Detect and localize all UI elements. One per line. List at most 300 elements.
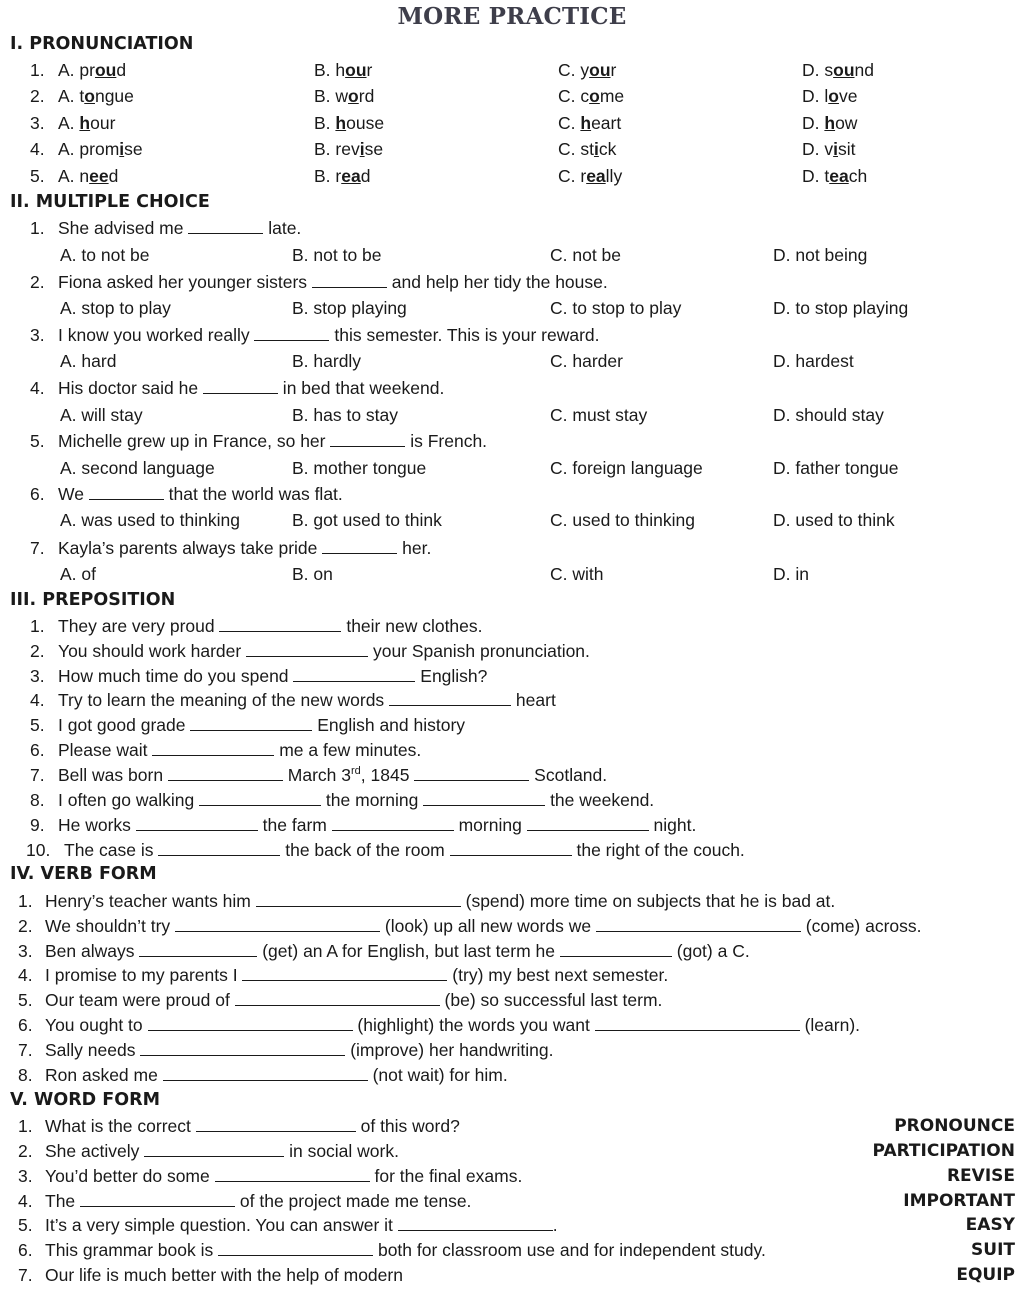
pronunciation-option[interactable] [558, 86, 624, 107]
underlined-sound: i [833, 139, 838, 159]
keyword: EASY [965, 1215, 1015, 1235]
stem-text: (not wait) for him. [367, 1065, 508, 1085]
underlined-sound: ea [829, 166, 849, 186]
answer-blank[interactable] [163, 1065, 368, 1081]
answer-blank[interactable] [80, 1191, 235, 1207]
mc-option[interactable]: B. has to stay [292, 405, 399, 425]
underlined-sound: ou [94, 60, 117, 80]
stem-text: in bed that weekend. [277, 378, 445, 398]
option-text: C. c [558, 86, 590, 106]
stem-text: (be) so successful last term. [439, 990, 663, 1010]
question-number: 4. [18, 1191, 33, 1211]
question-stem [45, 1265, 403, 1286]
stem-text: both for classroom use and for independent study. [373, 1240, 766, 1260]
stem-text: We [58, 484, 89, 504]
stem-text: the weekend. [545, 790, 655, 810]
question-number: 2. [18, 916, 33, 936]
ordinal-suffix: rd [351, 765, 361, 778]
question-stem [45, 1116, 460, 1137]
stem-text: This grammar book is [45, 1240, 219, 1260]
stem-text: me a few minutes. [274, 740, 422, 760]
stem-text: You should work harder [58, 641, 247, 661]
answer-blank[interactable] [312, 272, 387, 288]
pronunciation-option[interactable] [802, 166, 867, 187]
question-number: 6. [18, 1015, 33, 1035]
stem-text: March 3 [282, 765, 351, 785]
underlined-sound: o [828, 86, 839, 106]
question-stem [58, 740, 421, 761]
question-number: 10. [26, 840, 51, 860]
mc-option[interactable]: B. got used to think [292, 510, 442, 530]
question-number: 5. [30, 166, 45, 186]
option-text: r [366, 60, 373, 80]
mc-option[interactable]: D. father tongue [773, 458, 899, 478]
mc-option[interactable]: D. not being [773, 245, 868, 265]
mc-option[interactable]: C. must stay [550, 405, 648, 425]
stem-text: the farm [257, 815, 332, 835]
option-text: B. r [314, 166, 342, 186]
word-form-question [0, 1191, 1024, 1215]
underlined-sound: o [84, 86, 95, 106]
stem-text: the morning [321, 790, 424, 810]
stem-text: Michelle grew up in France, so her [58, 431, 331, 451]
keyword: PARTICIPATION [872, 1141, 1015, 1161]
answer-blank[interactable] [139, 941, 257, 957]
answer-blank[interactable] [330, 431, 405, 447]
answer-blank[interactable] [254, 325, 329, 341]
question-number: 6. [18, 1240, 33, 1260]
question-stem [58, 325, 600, 346]
question-number: 1. [30, 616, 45, 636]
underlined-sound: ou [833, 60, 855, 80]
pronunciation-option[interactable] [58, 139, 143, 160]
question-stem [58, 538, 431, 559]
stem-text: Ben always [45, 941, 140, 961]
stem-text: (got) a C. [671, 941, 750, 961]
answer-blank[interactable] [389, 690, 511, 706]
stem-text: . [552, 1215, 558, 1235]
stem-text: I often go walking [58, 790, 200, 810]
pronunciation-option[interactable] [558, 139, 616, 160]
answer-blank[interactable] [527, 815, 649, 831]
question-number: 1. [30, 218, 45, 238]
word-form-question [0, 1116, 1024, 1140]
option-text: our [90, 113, 116, 133]
option-text: rd [358, 86, 375, 106]
stem-text: I know you worked really [58, 325, 255, 345]
stem-text: of the project made me tense. [235, 1191, 472, 1211]
stem-text: (spend) more time on subjects that he is bad at. [460, 891, 836, 911]
answer-blank[interactable] [203, 378, 278, 394]
answer-blank[interactable] [148, 1015, 353, 1031]
question-stem [58, 272, 608, 293]
stem-text: Scotland. [529, 765, 608, 785]
option-text: me [599, 86, 625, 106]
underlined-sound: o [589, 86, 600, 106]
question-number: 1. [18, 891, 33, 911]
answer-blank[interactable] [199, 790, 321, 806]
stem-text: I promise to my parents I [45, 965, 243, 985]
stem-text: Try to learn the meaning of the new words [58, 690, 390, 710]
question-stem [58, 815, 696, 836]
question-number: 4. [30, 378, 45, 398]
answer-blank[interactable] [89, 484, 164, 500]
mc-option[interactable]: B. not to be [292, 245, 382, 265]
question-stem [45, 1141, 399, 1162]
question-number: 7. [30, 538, 45, 558]
section-heading-verb-form: IV. VERB FORM [10, 864, 157, 884]
option-text: D. v [802, 139, 834, 159]
stem-text: Henry’s teacher wants him [45, 891, 256, 911]
question-stem [45, 1040, 553, 1061]
mc-option[interactable]: A. was used to thinking [60, 510, 240, 530]
stem-text: is French. [405, 431, 488, 451]
option-text: C. r [558, 166, 587, 186]
underlined-sound: h [824, 113, 836, 133]
keyword: EQUIP [956, 1265, 1015, 1285]
stem-text: English and history [312, 715, 466, 735]
stem-text: your Spanish pronunciation. [368, 641, 590, 661]
stem-text: (highlight) the words you want [352, 1015, 595, 1035]
pronunciation-option[interactable] [558, 166, 622, 187]
mc-option[interactable]: A. will stay [60, 405, 143, 425]
option-text: D. [802, 113, 825, 133]
option-text: ve [838, 86, 858, 106]
question-stem [45, 891, 835, 912]
stem-text: of this word? [355, 1116, 460, 1136]
stem-text: The [45, 1191, 81, 1211]
answer-blank[interactable] [450, 840, 572, 856]
option-text: D. t [802, 166, 830, 186]
question-number: 1. [18, 1116, 33, 1136]
question-number: 8. [30, 790, 45, 810]
answer-blank[interactable] [144, 1141, 284, 1157]
stem-text: morning [453, 815, 527, 835]
option-text: ow [835, 113, 858, 133]
stem-text: We shouldn’t try [45, 916, 176, 936]
stem-text: (improve) her handwriting. [345, 1040, 554, 1060]
mc-option[interactable]: A. stop to play [60, 298, 171, 318]
pronunciation-option[interactable] [558, 60, 616, 81]
stem-text: (come) across. [800, 916, 922, 936]
mc-option[interactable]: D. used to think [773, 510, 895, 530]
answer-blank[interactable] [398, 1215, 553, 1231]
underlined-sound: h [79, 113, 91, 133]
mc-option[interactable]: C. used to thinking [550, 510, 695, 530]
question-stem [45, 1191, 471, 1212]
question-number: 3. [30, 666, 45, 686]
stem-text: You’d better do some [45, 1166, 215, 1186]
mc-option[interactable]: D. should stay [773, 405, 884, 425]
underlined-sound: i [119, 139, 125, 159]
option-text: A. n [58, 166, 90, 186]
stem-text: their new clothes. [341, 616, 483, 636]
stem-text: She actively [45, 1141, 145, 1161]
stem-text: They are very proud [58, 616, 220, 636]
answer-blank[interactable] [188, 218, 263, 234]
option-text: B. w [314, 86, 349, 106]
question-number: 3. [18, 1166, 33, 1186]
stem-text: Our team were proud of [45, 990, 235, 1010]
answer-blank[interactable] [196, 1116, 356, 1132]
option-text: C. [558, 113, 581, 133]
mc-option[interactable]: A. second language [60, 458, 215, 478]
stem-text: the back of the room [280, 840, 450, 860]
question-stem [64, 840, 745, 861]
keyword: SUIT [971, 1240, 1015, 1260]
keyword: REVISE [946, 1166, 1015, 1186]
stem-text: the right of the couch. [571, 840, 745, 860]
stem-text: (try) my best next semester. [447, 965, 669, 985]
underlined-sound: o [348, 86, 359, 106]
answer-blank[interactable] [246, 641, 368, 657]
mc-option[interactable]: D. in [773, 564, 809, 584]
section-heading-pronunciation: I. PRONUNCIATION [10, 34, 194, 54]
answer-blank[interactable] [152, 740, 274, 756]
question-number: 4. [30, 139, 45, 159]
answer-blank[interactable] [293, 666, 415, 682]
section-heading-word-form: V. WORD FORM [10, 1090, 161, 1110]
answer-blank[interactable] [158, 840, 280, 856]
mc-option[interactable]: C. harder [550, 351, 623, 371]
pronunciation-option[interactable] [802, 113, 857, 134]
pronunciation-option[interactable] [314, 60, 372, 81]
question-number: 7. [18, 1265, 33, 1285]
stem-text: How much time do you spend [58, 666, 294, 686]
question-number: 4. [18, 965, 33, 985]
answer-blank[interactable] [332, 815, 454, 831]
pronunciation-option[interactable] [802, 86, 857, 107]
answer-blank[interactable] [168, 765, 283, 781]
word-form-question [0, 1265, 1024, 1289]
question-number: 5. [30, 715, 45, 735]
stem-text: Sally needs [45, 1040, 141, 1060]
stem-text: Please wait [58, 740, 153, 760]
underlined-sound: ou [589, 60, 611, 80]
underlined-sound: ou [345, 60, 367, 80]
stem-text: Fiona asked her younger sisters [58, 272, 312, 292]
question-number: 2. [30, 272, 45, 292]
stem-text: What is the correct [45, 1116, 196, 1136]
option-text: C. st [558, 139, 594, 159]
question-number: 7. [30, 765, 45, 785]
question-stem [58, 765, 607, 786]
stem-text: night. [648, 815, 697, 835]
section-heading-multiple-choice: II. MULTIPLE CHOICE [10, 192, 210, 212]
pronunciation-option[interactable] [58, 60, 126, 81]
word-form-question [0, 1240, 1024, 1264]
answer-blank[interactable] [256, 891, 461, 907]
answer-blank[interactable] [322, 538, 397, 554]
answer-blank[interactable] [175, 916, 380, 932]
option-text: lly [605, 166, 623, 186]
mc-option[interactable]: A. hard [60, 351, 117, 371]
stem-text: and help her tidy the house. [386, 272, 608, 292]
pronunciation-option[interactable] [314, 86, 374, 107]
question-number: 3. [30, 113, 45, 133]
question-stem [45, 1015, 860, 1036]
question-stem [58, 715, 465, 736]
mc-option[interactable]: C. not be [550, 245, 622, 265]
option-text: se [124, 139, 143, 159]
question-number: 6. [30, 740, 45, 760]
question-stem [45, 1166, 522, 1187]
stem-text: You ought to [45, 1015, 148, 1035]
mc-option[interactable]: C. with [550, 564, 604, 584]
pronunciation-option[interactable] [314, 113, 384, 134]
mc-option[interactable]: C. foreign language [550, 458, 703, 478]
word-form-question [0, 1141, 1024, 1165]
pronunciation-option[interactable] [58, 86, 134, 107]
pronunciation-option[interactable] [58, 166, 118, 187]
section-heading-preposition: III. PREPOSITION [10, 590, 176, 610]
underlined-sound: ee [89, 166, 109, 186]
pronunciation-option[interactable] [58, 113, 115, 134]
question-stem [58, 616, 483, 637]
question-number: 7. [18, 1040, 33, 1060]
stem-text: for the final exams. [369, 1166, 523, 1186]
answer-blank[interactable] [560, 941, 672, 957]
underlined-sound: h [580, 113, 592, 133]
option-text: sit [838, 139, 856, 159]
underlined-sound: i [359, 139, 365, 159]
mc-option[interactable]: C. to stop to play [550, 298, 682, 318]
question-stem [58, 690, 556, 711]
answer-blank[interactable] [242, 965, 447, 981]
answer-blank[interactable] [136, 815, 258, 831]
pronunciation-option[interactable] [558, 113, 621, 134]
keyword: IMPORTANT [903, 1191, 1015, 1211]
option-text: d [108, 166, 119, 186]
answer-blank[interactable] [190, 715, 312, 731]
question-stem [58, 790, 654, 811]
stem-text: (get) an A for English, but last term he [257, 941, 560, 961]
stem-text: late. [263, 218, 302, 238]
stem-text: English? [415, 666, 488, 686]
page-title: MORE PRACTICE [397, 3, 627, 30]
question-stem [58, 641, 590, 662]
answer-blank[interactable] [218, 1240, 373, 1256]
stem-text: I got good grade [58, 715, 191, 735]
option-text: A. [58, 113, 80, 133]
stem-text: Ron asked me [45, 1065, 163, 1085]
question-number: 4. [30, 690, 45, 710]
underlined-sound: ea [341, 166, 361, 186]
pronunciation-option[interactable] [802, 60, 874, 81]
option-text: eart [591, 113, 622, 133]
stem-text: His doctor said he [58, 378, 203, 398]
mc-option[interactable]: B. on [292, 564, 333, 584]
pronunciation-option[interactable] [314, 166, 370, 187]
question-stem [58, 666, 487, 687]
stem-text: this semester. This is your reward. [329, 325, 600, 345]
mc-option[interactable]: B. hardly [292, 351, 362, 371]
option-text: D. s [802, 60, 834, 80]
mc-option[interactable]: A. of [60, 564, 96, 584]
option-text: d [360, 166, 371, 186]
question-stem [45, 1065, 508, 1086]
option-text: A. t [58, 86, 85, 106]
answer-blank[interactable] [414, 765, 529, 781]
question-stem [45, 990, 662, 1011]
word-form-question [0, 1166, 1024, 1190]
option-text: ck [598, 139, 617, 159]
question-number: 5. [18, 990, 33, 1010]
question-stem [45, 1215, 558, 1236]
question-stem [58, 218, 301, 239]
question-stem [45, 1240, 766, 1261]
mc-option[interactable]: A. to not be [60, 245, 150, 265]
mc-option[interactable]: D. to stop playing [773, 298, 909, 318]
underlined-sound: h [335, 113, 347, 133]
answer-blank[interactable] [215, 1166, 370, 1182]
question-number: 5. [30, 431, 45, 451]
question-number: 8. [18, 1065, 33, 1085]
option-text: r [610, 60, 617, 80]
question-stem [58, 431, 487, 452]
stem-text: Our life is much better with the help of modern [45, 1265, 403, 1285]
mc-option[interactable]: B. stop playing [292, 298, 407, 318]
mc-option[interactable]: D. hardest [773, 351, 854, 371]
option-text: ch [848, 166, 868, 186]
option-text: B. h [314, 60, 346, 80]
option-text: D. l [802, 86, 829, 106]
option-text: se [364, 139, 384, 159]
answer-blank[interactable] [596, 916, 801, 932]
question-number: 3. [30, 325, 45, 345]
option-text: A. pr [58, 60, 95, 80]
question-number: 9. [30, 815, 45, 835]
question-stem [45, 916, 922, 937]
stem-text: The case is [64, 840, 159, 860]
stem-text: that the world was flat. [163, 484, 343, 504]
option-text: ouse [346, 113, 385, 133]
option-text: B. [314, 113, 336, 133]
stem-text: Kayla’s parents always take pride [58, 538, 323, 558]
question-stem [58, 484, 343, 505]
question-number: 5. [18, 1215, 33, 1235]
stem-text: It’s a very simple question. You can answer it [45, 1215, 398, 1235]
question-number: 6. [30, 484, 45, 504]
mc-option[interactable]: B. mother tongue [292, 458, 427, 478]
question-stem [45, 941, 750, 962]
pronunciation-option[interactable] [314, 139, 383, 160]
option-text: ngue [94, 86, 134, 106]
answer-blank[interactable] [423, 790, 545, 806]
answer-blank[interactable] [140, 1040, 345, 1056]
question-number: 3. [18, 941, 33, 961]
question-number: 1. [30, 60, 45, 80]
answer-blank[interactable] [595, 1015, 800, 1031]
option-text: d [116, 60, 127, 80]
word-form-question [0, 1215, 1024, 1239]
stem-text: (learn). [799, 1015, 861, 1035]
underlined-sound: i [593, 139, 599, 159]
pronunciation-option[interactable] [802, 139, 856, 160]
question-stem [58, 378, 444, 399]
stem-text: in social work. [284, 1141, 399, 1161]
answer-blank[interactable] [219, 616, 341, 632]
stem-text: heart [511, 690, 556, 710]
question-stem [45, 965, 668, 986]
option-text: C. y [558, 60, 590, 80]
stem-text: , 1845 [360, 765, 415, 785]
option-text: B. rev [314, 139, 360, 159]
keyword: PRONOUNCE [894, 1116, 1015, 1136]
question-number: 2. [30, 641, 45, 661]
answer-blank[interactable] [235, 990, 440, 1006]
stem-text: her. [397, 538, 432, 558]
